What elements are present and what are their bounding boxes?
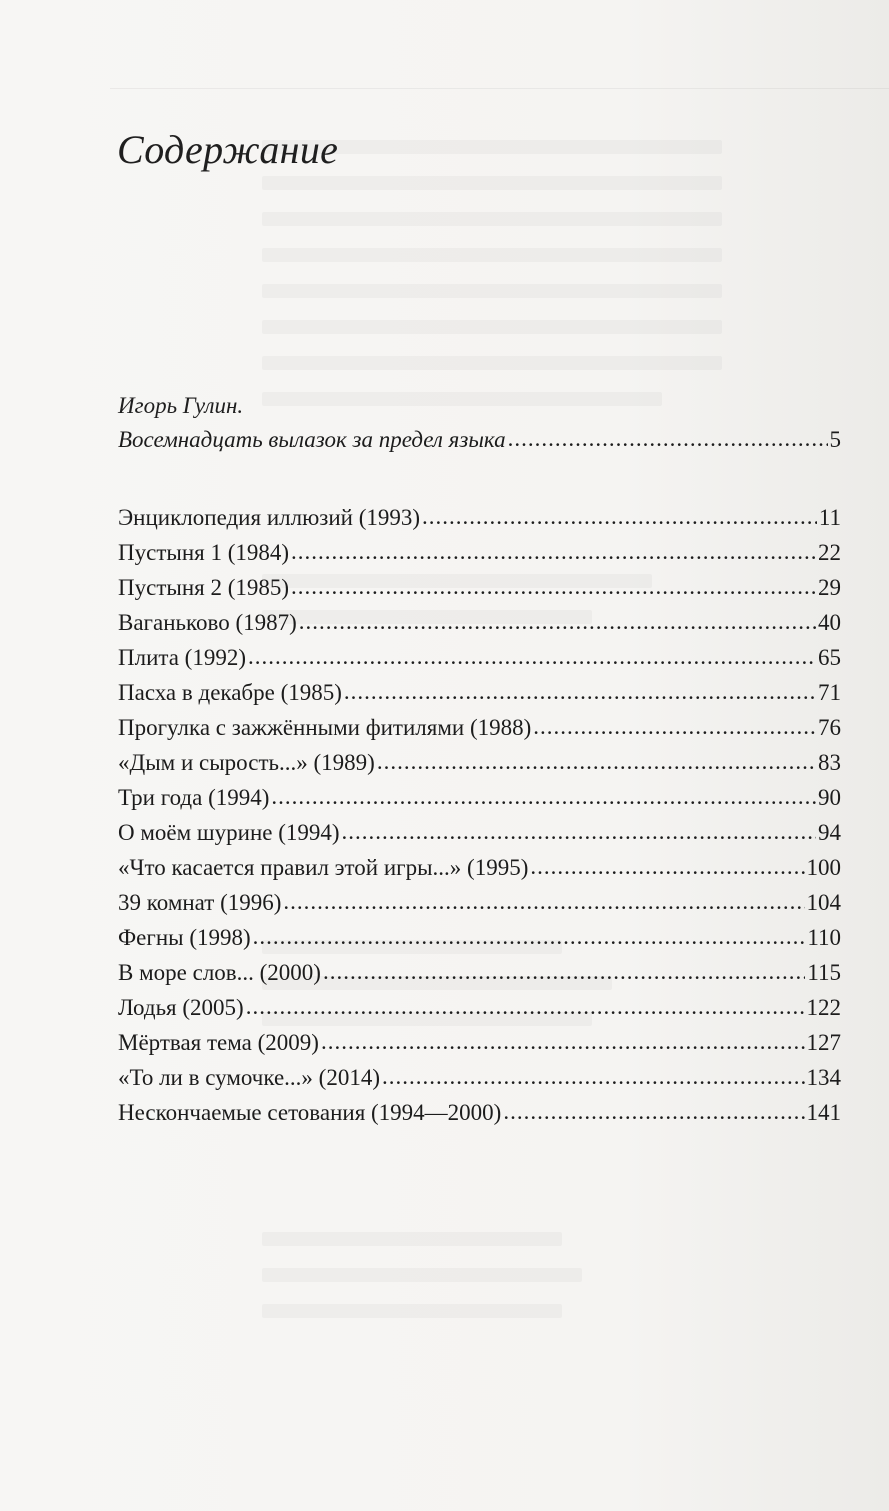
toc-leader-dots bbox=[530, 854, 804, 880]
reverse-side-bleed bbox=[262, 212, 722, 226]
toc-entry-title: «То ли в сумочке...» (2014) bbox=[118, 1065, 380, 1090]
reverse-side-bleed bbox=[262, 356, 722, 370]
toc-leader-dots bbox=[344, 679, 816, 705]
toc-page-number: 5 bbox=[829, 427, 841, 452]
toc-entry[interactable] bbox=[118, 995, 841, 1029]
toc-entry-title: Прогулка с зажжёнными фитилями (1988) bbox=[118, 715, 532, 740]
reverse-side-bleed bbox=[262, 392, 662, 406]
toc-entry[interactable] bbox=[118, 715, 841, 749]
toc-entry[interactable] bbox=[118, 960, 841, 994]
toc-entry[interactable] bbox=[118, 750, 841, 784]
toc-entry[interactable] bbox=[118, 645, 841, 679]
toc-leader-dots bbox=[377, 749, 816, 775]
toc-page-number: 141 bbox=[806, 1100, 841, 1125]
toc-leader-dots bbox=[533, 714, 816, 740]
toc-leader-dots bbox=[503, 1099, 804, 1125]
toc-entry[interactable] bbox=[118, 505, 841, 539]
toc-leader-dots bbox=[291, 574, 816, 600]
toc-entry[interactable] bbox=[118, 855, 841, 889]
toc-entry-title: Восемнадцать вылазок за предел языка bbox=[118, 427, 506, 452]
toc-leader-dots bbox=[382, 1064, 805, 1090]
toc-entry[interactable] bbox=[118, 785, 841, 819]
toc-leader-dots bbox=[246, 994, 805, 1020]
toc-intro-entry[interactable] bbox=[118, 427, 841, 461]
toc-entry-title: «Дым и сырость...» (1989) bbox=[118, 750, 375, 775]
toc-entry[interactable] bbox=[118, 1065, 841, 1099]
toc-entry-title: «Что касается правил этой игры...» (1995) bbox=[118, 855, 529, 880]
toc-entry-title: О моём шурине (1994) bbox=[118, 820, 340, 845]
toc-entry[interactable] bbox=[118, 680, 841, 714]
toc-leader-dots bbox=[422, 504, 817, 530]
toc-entry-title: Фегны (1998) bbox=[118, 925, 251, 950]
toc-page-number: 76 bbox=[818, 715, 841, 740]
toc-entry-title: Лодья (2005) bbox=[118, 995, 244, 1020]
toc-entry-title: Три года (1994) bbox=[118, 785, 270, 810]
toc-entry-title: В море слов... (2000) bbox=[118, 960, 321, 985]
toc-entry[interactable] bbox=[118, 610, 841, 644]
toc-page-number: 122 bbox=[806, 995, 841, 1020]
toc-page-number: 104 bbox=[806, 890, 841, 915]
toc-page-number: 90 bbox=[818, 785, 841, 810]
toc-leader-dots bbox=[299, 609, 816, 635]
toc-entry-title: Пасха в декабре (1985) bbox=[118, 680, 342, 705]
toc-entry-title: Пустыня 2 (1985) bbox=[118, 575, 290, 600]
toc-entry-title: Нескончаемые сетования (1994—2000) bbox=[118, 1100, 502, 1125]
contents-title: Содержание bbox=[117, 127, 339, 172]
toc-leader-dots bbox=[291, 539, 816, 565]
toc-entry[interactable] bbox=[118, 1100, 841, 1134]
toc-entry-title: Ваганьково (1987) bbox=[118, 610, 297, 635]
toc-page-number: 83 bbox=[818, 750, 841, 775]
toc-entry[interactable] bbox=[118, 540, 841, 574]
toc-leader-dots bbox=[342, 819, 816, 845]
toc-leader-dots bbox=[253, 924, 806, 950]
toc-entry-title: Плита (1992) bbox=[118, 645, 247, 670]
toc-leader-dots bbox=[508, 426, 828, 452]
toc-page-number: 110 bbox=[807, 925, 841, 950]
reverse-side-bleed bbox=[262, 176, 722, 190]
toc-page-number: 127 bbox=[806, 1030, 841, 1055]
toc-entry[interactable] bbox=[118, 890, 841, 924]
toc-page-number: 100 bbox=[806, 855, 841, 880]
reverse-side-bleed bbox=[262, 284, 722, 298]
toc-leader-dots bbox=[321, 1029, 805, 1055]
toc-leader-dots bbox=[283, 889, 804, 915]
toc-page-number: 71 bbox=[818, 680, 841, 705]
toc-page-number: 134 bbox=[806, 1065, 841, 1090]
reverse-side-bleed bbox=[262, 1232, 562, 1246]
toc-entry-title: 39 комнат (1996) bbox=[118, 890, 282, 915]
toc-entry[interactable] bbox=[118, 1030, 841, 1064]
reverse-side-bleed bbox=[262, 1304, 562, 1318]
toc-page-number: 40 bbox=[818, 610, 841, 635]
reverse-side-bleed bbox=[262, 248, 722, 262]
toc-leader-dots bbox=[271, 784, 816, 810]
toc-entry[interactable] bbox=[118, 820, 841, 854]
reverse-side-bleed-header bbox=[110, 52, 889, 89]
toc-leader-dots bbox=[248, 644, 816, 670]
toc-page-number: 11 bbox=[818, 505, 841, 530]
toc-entry[interactable] bbox=[118, 925, 841, 959]
reverse-side-bleed bbox=[262, 1268, 582, 1282]
toc-page-number: 29 bbox=[818, 575, 841, 600]
toc-page-number: 115 bbox=[807, 960, 841, 985]
toc-entry-title: Пустыня 1 (1984) bbox=[118, 540, 290, 565]
toc-page-number: 94 bbox=[818, 820, 841, 845]
toc-entry-title: Энциклопедия иллюзий (1993) bbox=[118, 505, 421, 530]
intro-author: Игорь Гулин. bbox=[118, 393, 244, 418]
toc-entry-title: Мёртвая тема (2009) bbox=[118, 1030, 319, 1055]
toc-page-number: 65 bbox=[818, 645, 841, 670]
reverse-side-bleed bbox=[262, 320, 722, 334]
toc-entry[interactable] bbox=[118, 575, 841, 609]
toc-leader-dots bbox=[323, 959, 805, 985]
toc-page-number: 22 bbox=[818, 540, 841, 565]
